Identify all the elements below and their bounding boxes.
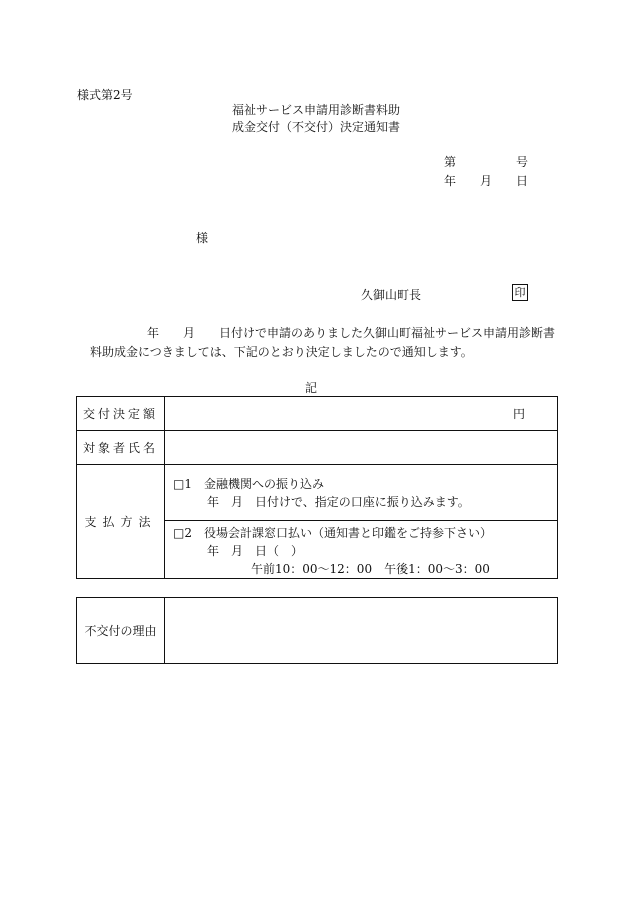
- payment-option-2[interactable]: [165, 521, 558, 579]
- decision-table: [76, 396, 558, 579]
- document-title-line2: 成金交付（不交付）決定通知書: [231, 120, 400, 134]
- payment-row-1: [77, 465, 558, 521]
- option2-detail: 年 月 日（ ）: [207, 544, 304, 558]
- seal-mark: 印: [512, 284, 528, 301]
- option1-title: □1 金融機関への振り込み: [173, 477, 324, 491]
- name-value-cell[interactable]: [165, 431, 558, 465]
- reason-value-cell[interactable]: [165, 598, 558, 664]
- amount-label: 交付決定額: [77, 397, 165, 431]
- addressee-honorific: 様: [196, 231, 209, 245]
- reason-table: [76, 597, 558, 664]
- issuer-name: 久御山町長: [361, 288, 422, 302]
- document-title-line1: 福祉サービス申請用診断書料助: [231, 103, 400, 117]
- amount-row: [77, 397, 558, 431]
- body-text-line2: 料助成金につきましては、下記のとおり決定しましたので通知します。: [90, 345, 473, 359]
- body-text-line1: 年 月 日付けで申請のありました久御山町福祉サービス申請用診断書: [147, 326, 556, 340]
- option1-detail: 年 月 日付けで、指定の口座に振り込みます。: [207, 495, 470, 509]
- ki-heading: 記: [305, 381, 318, 395]
- document-number: 第 号: [444, 155, 529, 169]
- payment-option-1[interactable]: [165, 465, 558, 521]
- document-date: 年 月 日: [444, 174, 529, 188]
- payment-label: 支払方法: [77, 465, 165, 579]
- reason-row: [77, 598, 558, 664]
- reason-label: 不交付の理由: [77, 598, 165, 664]
- amount-value-cell[interactable]: [165, 397, 558, 431]
- name-label: 対象者氏名: [77, 431, 165, 465]
- option2-title: □2 役場会計課窓口払い（通知書と印鑑をご持参下さい）: [173, 526, 492, 540]
- name-row: [77, 431, 558, 465]
- amount-unit: 円: [512, 407, 525, 421]
- option2-hours: 午前10：00～12：00 午後1：00～3：00: [251, 562, 490, 576]
- form-number: 様式第2号: [77, 88, 133, 102]
